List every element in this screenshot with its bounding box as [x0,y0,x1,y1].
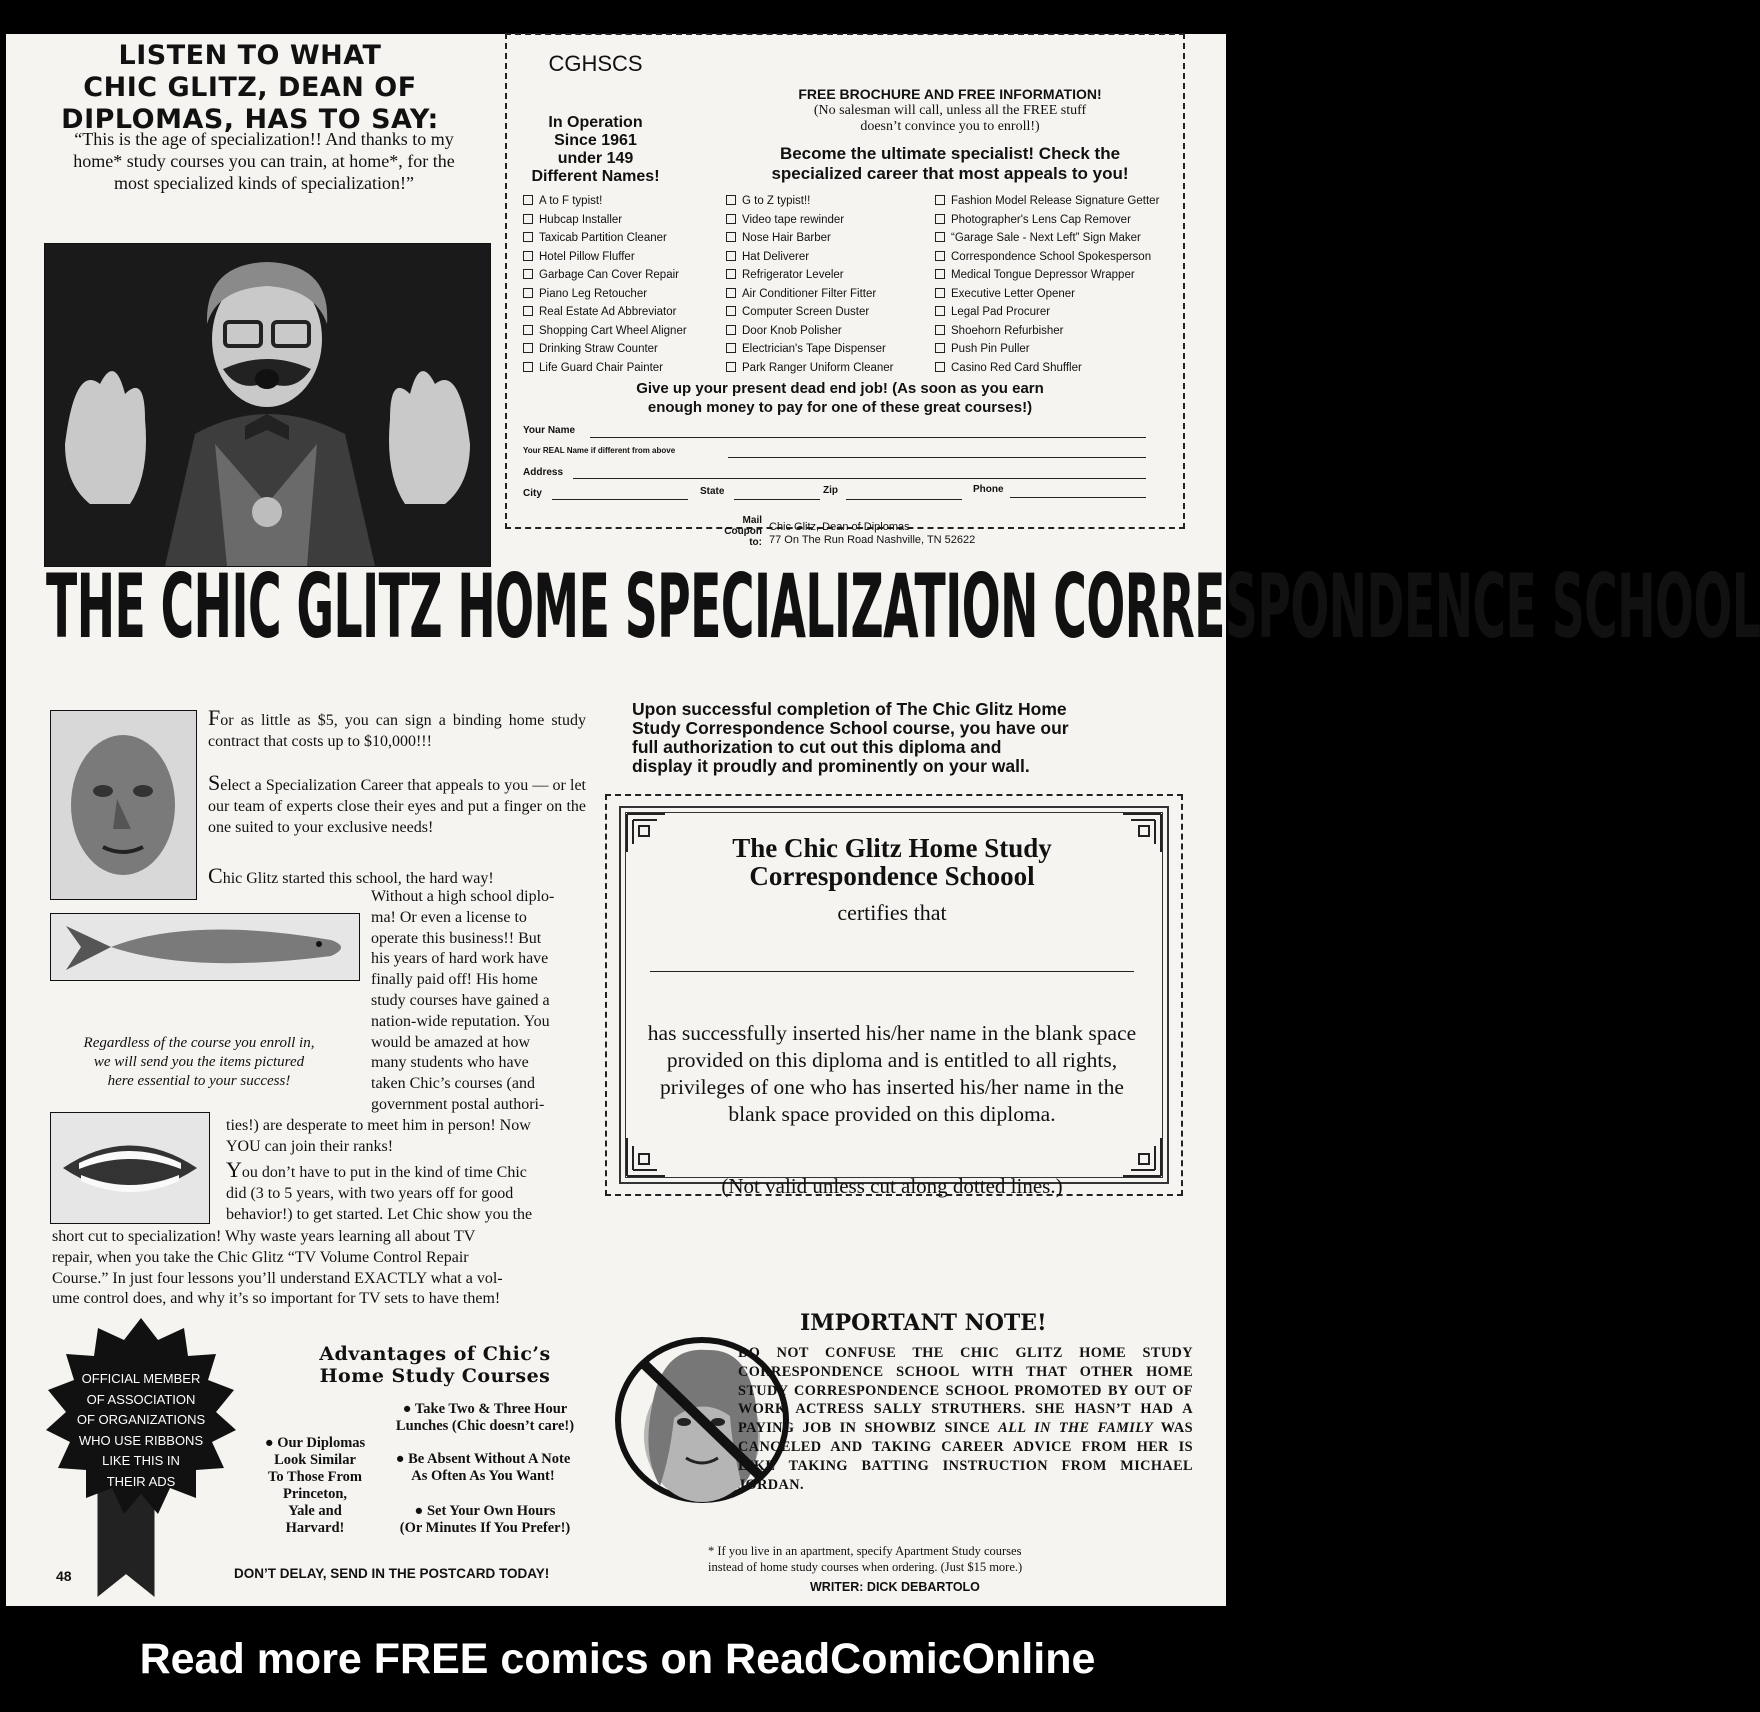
corner-ornament-icon [627,1136,667,1176]
items-caption: Regardless of the course you enroll in, we will send you the items pictured here essential to your success! [83,1035,315,1089]
become-specialist: Become the ultimate specialist! Check the specialized career that most appeals to you! [771,144,1129,183]
career-checkbox[interactable]: Real Estate Ad Abbreviator [523,303,687,322]
mail-address: Chic Glitz, Dean of Diplomas 77 On The Run Road Nashville, TN 52622 [769,521,976,546]
article-para-2: Select a Specialization Career that appeals to you — or let our team of experts close their eyes and put a finger on the one suited to your exclusive needs! [208,770,586,836]
career-checkbox[interactable]: Air Conditioner Filter Fitter [726,285,893,304]
career-list-col3 [935,192,1159,377]
career-checkbox[interactable]: Video tape rewinder [726,211,893,230]
advantage-3: ● Be Absent Without A Note As Often As You Want! [395,1451,571,1484]
fish-photo [50,913,360,981]
brochure-sub: (No salesman will call, unless all the FREE stuff doesn’t convince you to enroll!) [813,103,1087,134]
career-checkbox[interactable]: Drinking Straw Counter [523,340,687,359]
mail-coupon-label: Mail Coupon to: [724,515,762,548]
career-checkbox[interactable]: Fashion Model Release Signature Getter [935,192,1159,211]
state-label: State [700,486,725,497]
article-para-3-first: Chic Glitz started this school, the hard way! [208,863,494,888]
state-field[interactable] [734,498,820,500]
city-field[interactable] [552,498,688,500]
career-checkbox[interactable]: Electrician's Tape Dispenser [726,340,893,359]
career-checkbox[interactable]: Hubcap Installer [523,211,687,230]
advantages-title: Advantages of Chic’s Home Study Courses [319,1343,551,1387]
page-number: 48 [56,1568,72,1584]
career-checkbox[interactable]: Nose Hair Barber [726,229,893,248]
main-headline: THE CHIC GLITZ HOME SPECIALIZATION CORRESPONDENCE SCHOOL [46,555,1760,658]
career-list-col1 [523,192,687,377]
career-checkbox[interactable]: Park Ranger Uniform Cleaner [726,359,893,378]
footnote: * If you live in an apartment, specify Apartment Study courses instead of home study courses when ordering. (Just $15 more.) [708,1544,1023,1574]
diploma-certifies: certifies that [837,900,947,925]
lead-title: LISTEN TO WHAT CHIC GLITZ, DEAN OF DIPLOMAS, HAS TO SAY: [61,40,439,135]
advantage-4: ● Set Your Own Hours (Or Minutes If You Prefer!) [399,1503,571,1536]
zip-label: Zip [823,485,838,496]
career-checkbox[interactable]: Executive Letter Opener [935,285,1159,304]
career-checkbox[interactable]: Medical Tongue Depressor Wrapper [935,266,1159,285]
career-checkbox[interactable]: Garbage Can Cover Repair [523,266,687,285]
city-label: City [523,488,542,499]
coupon-school-sub: In Operation Since 1961 under 149 Different Names! [531,114,660,185]
chic-glitz-photo [44,243,491,567]
article-para-3-tail: ties!) are desperate to meet him in person! Now YOU can join their ranks! [226,1117,531,1155]
career-checkbox[interactable]: Shoehorn Refurbisher [935,322,1159,341]
writer-credit: WRITER: DICK DEBARTOLO [810,1580,980,1594]
upon-completion-text: Upon successful completion of The Chic Glitz Home Study Correspondence School course, you have our full authorization to cut out this diploma and display it proudly and prominently on your wall. [632,699,1069,776]
dont-delay: DON’T DELAY, SEND IN THE POSTCARD TODAY! [234,1566,550,1581]
corner-ornament-icon [1121,1136,1161,1176]
career-checkbox[interactable]: Correspondence School Spokesperson [935,248,1159,267]
career-list-col2 [726,192,893,377]
ribbon-badge-text: OFFICIAL MEMBER OF ASSOCIATION OF ORGANIZATIONS WHO USE RIBBONS LIKE THIS IN THEIR ADS [76,1371,206,1489]
give-up-text: Give up your present dead end job! (As soon as you earn enough money to pay for one of these great courses!) [636,380,1044,416]
advantage-2: ● Take Two & Three Hour Lunches (Chic doesn’t care!) [395,1401,575,1434]
career-checkbox[interactable]: Casino Red Card Shuffler [935,359,1159,378]
your-name-field[interactable] [590,436,1146,438]
lead-quote: “This is the age of specialization!! And thanks to my home* study courses you can train, at home*, for the most specialized kinds of specialization!” [73,129,455,193]
career-checkbox[interactable]: Life Guard Chair Painter [523,359,687,378]
article-para-4-full: short cut to specialization! Why waste years learning all about TV repair, when you take the Chic Glitz “TV Volume Control Repair Course.” In just four lessons you’ll understand EXACTLY what a vol- ume control does, and why it’s so important for TV sets to have them! [52,1228,503,1308]
important-note-text: DO NOT CONFUSE THE CHIC GLITZ HOME STUDY CORRESPONDENCE SCHOOL WITH THAT OTHER HOME STUDY CORRESPONDENCE SCHOOL PROMOTED BY OUT OF WORK ACTRESS SALLY STRUTHERS. SHE HASN’T HAD A PAYING JOB IN SHOWBIZ SINCE ALL IN THE FAMILY WAS CANCELED AND TAKING CAREER ADVICE FROM HER IS LIKE TAKING BATTING INSTRUCTION FROM MICHAEL JORDAN. [738,1345,1193,1493]
real-name-field[interactable] [728,456,1146,458]
career-checkbox[interactable]: G to Z typist!! [726,192,893,211]
career-checkbox[interactable]: Hotel Pillow Fluffer [523,248,687,267]
old-man-face [51,711,196,899]
chic-glitz-figure [45,244,490,566]
career-checkbox[interactable]: Refrigerator Leveler [726,266,893,285]
coupon-school-name: CGHSCS [548,51,643,76]
diploma-body: has successfully inserted his/her name in the blank space provided on this diploma and is entitled to all rights, privileges of one who has inserted his/her name in the blank space provided on this diploma. [647,1021,1137,1126]
career-checkbox[interactable]: Hat Deliverer [726,248,893,267]
phone-label: Phone [973,484,1004,495]
article-para-3-column: Without a high school diplo- ma! Or even a license to operate this business!! But his years of hard work have finally paid off! His home study courses have gained a nation-wide reputation. You would be amazed at how many students who have taken Chic’s courses (and government postal authori- [371,888,555,1113]
false-teeth-image [51,1113,209,1223]
career-checkbox[interactable]: Computer Screen Duster [726,303,893,322]
career-checkbox[interactable]: Legal Pad Procurer [935,303,1159,322]
career-checkbox[interactable]: Piano Leg Retoucher [523,285,687,304]
fish-image [51,914,359,980]
false-teeth-photo [50,1112,210,1224]
career-checkbox[interactable]: Door Knob Polisher [726,322,893,341]
career-checkbox[interactable]: “Garage Sale - Next Left” Sign Maker [935,229,1159,248]
article-para-1: For as little as $5, you can sign a binding home study contract that costs up to $10,000!!! [208,705,586,750]
article-para-4-column: You don’t have to put in the kind of time Chic did (3 to 5 years, with two years off for good behavior!) to get started. Let Chic show you the [226,1157,533,1223]
your-name-label: Your Name [523,425,576,436]
career-checkbox[interactable]: A to F typist! [523,192,687,211]
advantage-1: ● Our Diplomas Look Similar To Those From Princeton, Yale and Harvard! [264,1435,366,1536]
career-checkbox[interactable]: Taxicab Partition Cleaner [523,229,687,248]
address-field[interactable] [573,477,1146,479]
old-man-photo [50,710,197,900]
diploma-valid-note: (Not valid unless cut along dotted lines.) [721,1174,1063,1198]
brochure-title: FREE BROCHURE AND FREE INFORMATION! [798,86,1102,102]
address-label: Address [523,467,564,478]
zip-field[interactable] [846,498,962,500]
diploma-name-line[interactable] [650,970,1134,972]
important-note-title: IMPORTANT NOTE! [800,1310,1047,1336]
phone-field[interactable] [1010,496,1146,498]
readcomiconline-banner[interactable]: Read more FREE comics on ReadComicOnline [139,1635,1096,1683]
real-name-label: Your REAL Name if different from above [523,446,676,455]
diploma-title: The Chic Glitz Home Study Correspondence Schoool [732,833,1052,891]
career-checkbox[interactable]: Push Pin Puller [935,340,1159,359]
career-checkbox[interactable]: Photographer's Lens Cap Remover [935,211,1159,230]
career-checkbox[interactable]: Shopping Cart Wheel Aligner [523,322,687,341]
